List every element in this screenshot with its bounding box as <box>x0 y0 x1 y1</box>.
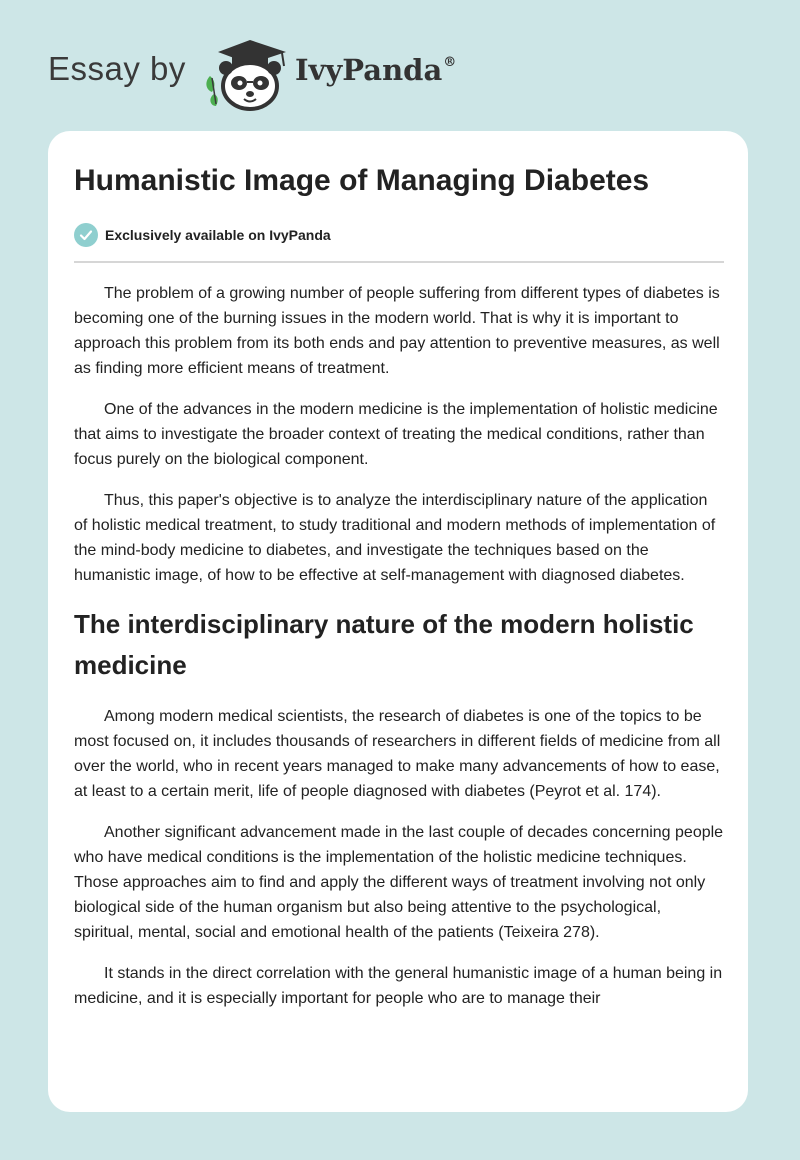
site-header <box>0 0 800 130</box>
page-title: Humanistic Image of Managing Diabetes <box>74 164 650 197</box>
paragraph: The problem of a growing number of people suffering from different types of diabetes is becoming one of the burning issues in the modern world. That is why it is important to approach this problem from its both ends and pay attention to preventive measures, as well as finding more efficient means of treatment. <box>74 285 720 377</box>
check-icon <box>74 223 98 247</box>
essay-by-label: Essay by <box>48 50 186 87</box>
divider <box>74 261 724 263</box>
exclusive-badge <box>74 222 331 248</box>
paragraph: One of the advances in the modern medicine is the implementation of holistic medicine that aims to investigate the broader context of treating the medical conditions, rather than focus purely on the biological component. <box>74 401 718 468</box>
paragraph: Among modern medical scientists, the research of diabetes is one of the topics to be most focused on, it includes thousands of researchers in different fields of medicine from all over the world, who in recent years managed to make many advancements of how to ease, at least to a certain merit, life of people diagnosed with diabetes (Peyrot et al. 174). <box>74 708 721 800</box>
essay-card <box>48 131 748 1112</box>
registered-mark: ® <box>443 55 457 70</box>
exclusive-label: Exclusively available on IvyPanda <box>105 227 331 243</box>
brand-text: IvyPanda <box>295 53 443 87</box>
panda-logo-icon[interactable] <box>200 36 292 112</box>
brand-name[interactable] <box>295 53 456 87</box>
section-heading: The interdisciplinary nature of the modern holistic medicine <box>74 609 694 680</box>
paragraph: It stands in the direct correlation with the general humanistic image of a human being in medicine, and it is especially important for people who are to manage their <box>74 965 723 1007</box>
paragraph: Thus, this paper's objective is to analyze the interdisciplinary nature of the application of holistic medical treatment, to study traditional and modern methods of implementation of the mind-body medicine to diabetes, and investigate the techniques based on the humanistic image, of how to be effective at self-management with diagnosed diabetes. <box>74 492 716 584</box>
article-body <box>74 281 724 1027</box>
paragraph: Another significant advancement made in the last couple of decades concerning people who have medical conditions is the implementation of the holistic medicine techniques. Those approaches aim to find and apply the different ways of treatment involving not only biological side of the human organism but also being attentive to the psychological, spiritual, mental, social and emotional health of the patients (Teixeira 278). <box>74 824 724 941</box>
